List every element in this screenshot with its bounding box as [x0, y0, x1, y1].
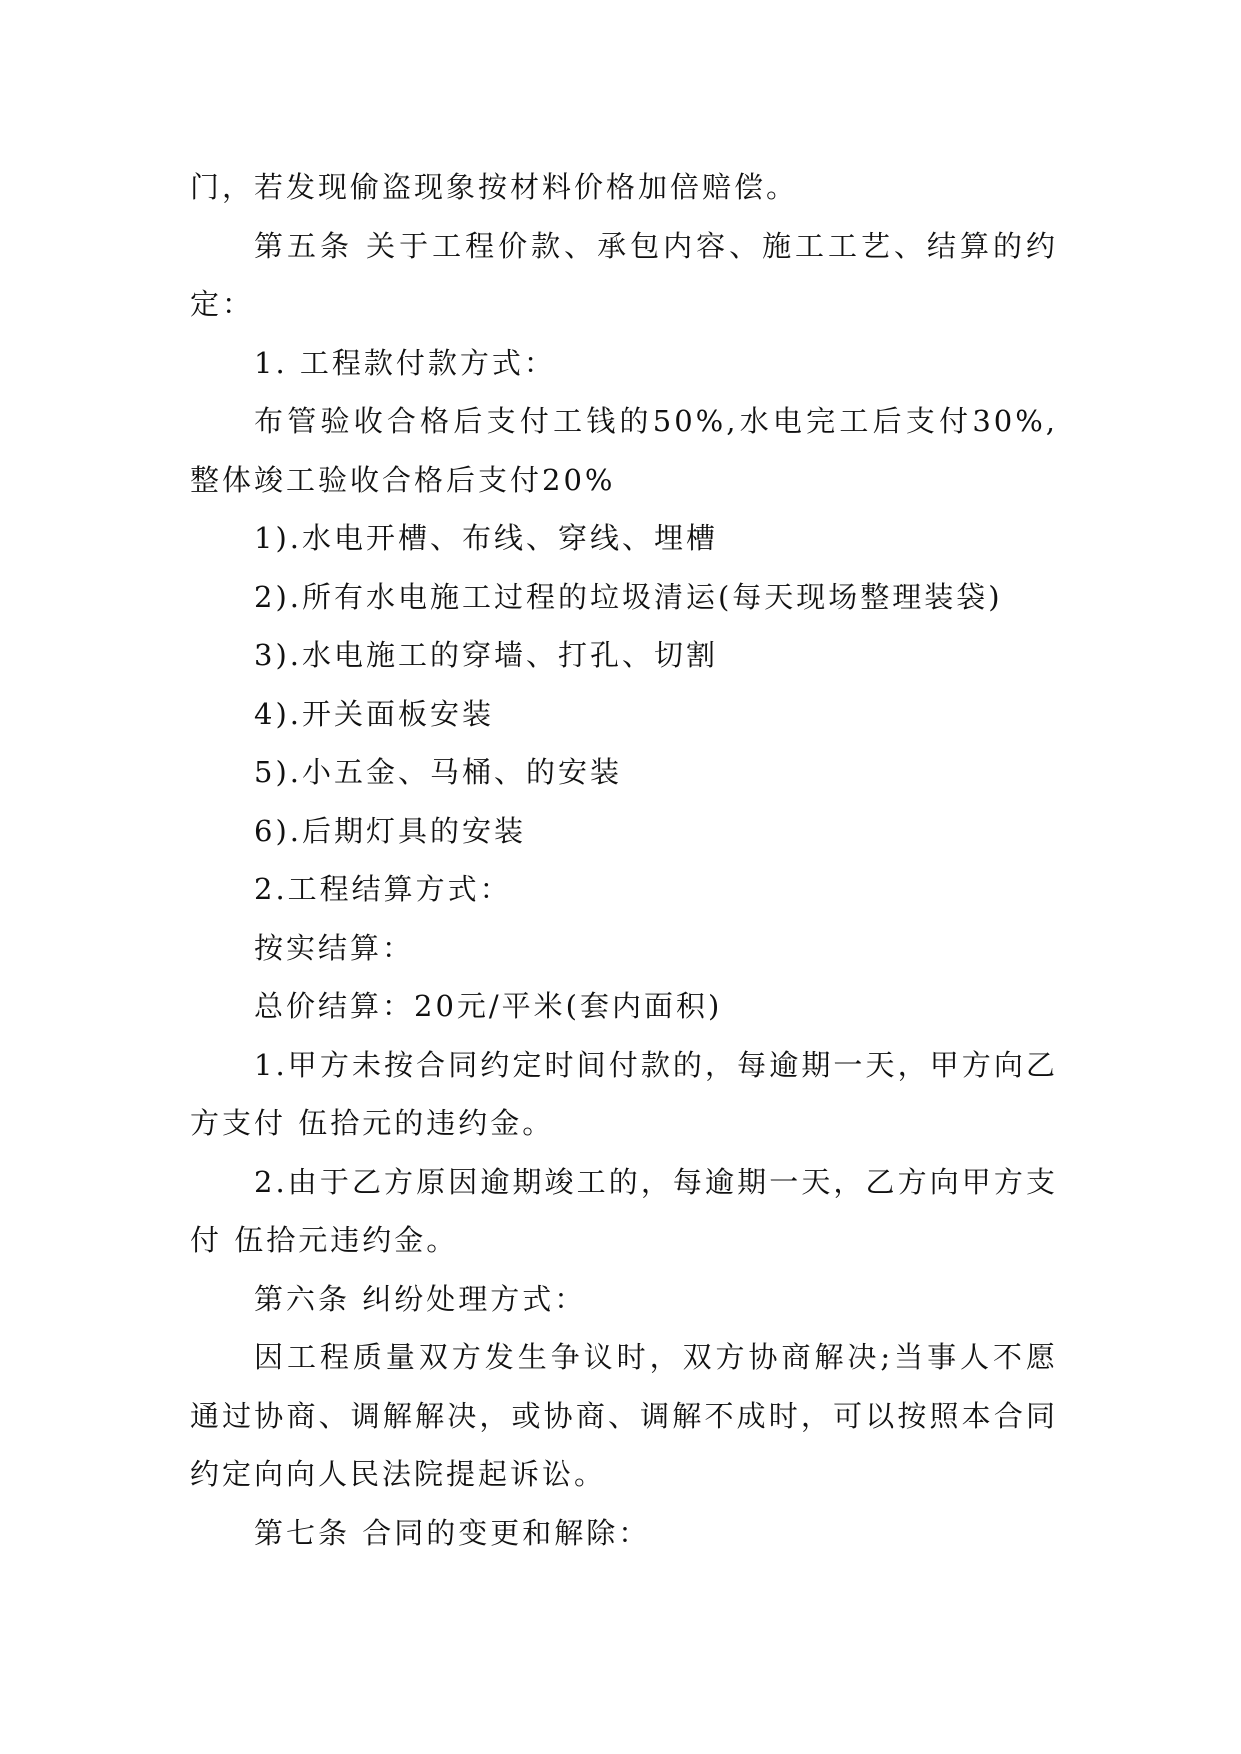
article-five-heading: 第五条 关于工程价款、承包内容、施工工艺、结算的约定： — [190, 228, 1058, 321]
scope-item-4: 4).开关面板安装 — [254, 696, 494, 731]
article-seven-heading: 第七条 合同的变更和解除： — [254, 1515, 651, 1550]
scope-item-2: 2).所有水电施工过程的垃圾清运(每天现场整理装袋) — [254, 579, 1003, 614]
scope-item-3: 3).水电施工的穿墙、打孔、切割 — [254, 638, 718, 672]
scope-item-1: 1).水电开槽、布线、穿线、埋槽 — [254, 521, 718, 555]
party-b-penalty-clause: 2.由于乙方原因逾期竣工的，每逾期一天，乙方向甲方支付 伍拾元违约金。 — [190, 1164, 1058, 1257]
article-six-heading: 第六条 纠纷处理方式： — [254, 1281, 587, 1316]
total-price-settlement-text: 总价结算：20元/平米(套内面积) — [254, 989, 723, 1023]
actual-settlement-text: 按实结算： — [254, 930, 415, 965]
paragraph-continuation: 门，若发现偷盗现象按材料价格加倍赔偿。 — [190, 170, 799, 204]
payment-method-heading: 1. 工程款付款方式： — [254, 345, 556, 380]
settlement-method-heading: 2.工程结算方式： — [254, 872, 512, 906]
payment-schedule-text: 布管验收合格后支付工钱的50%,水电完工后支付30%,整体竣工验收合格后支付20% — [190, 404, 1058, 497]
document-body — [190, 158, 1058, 1562]
scope-item-5: 5).小五金、马桶、的安装 — [254, 755, 622, 789]
party-a-penalty-clause: 1.甲方未按合同约定时间付款的，每逾期一天，甲方向乙方支付 伍拾元的违约金。 — [190, 1047, 1058, 1140]
scope-item-6: 6).后期灯具的安装 — [254, 813, 526, 848]
dispute-resolution-text: 因工程质量双方发生争议时，双方协商解决;当事人不愿通过协商、调解解决，或协商、调解不成时，可以按照本合同约定向向人民法院提起诉讼。 — [190, 1340, 1058, 1491]
